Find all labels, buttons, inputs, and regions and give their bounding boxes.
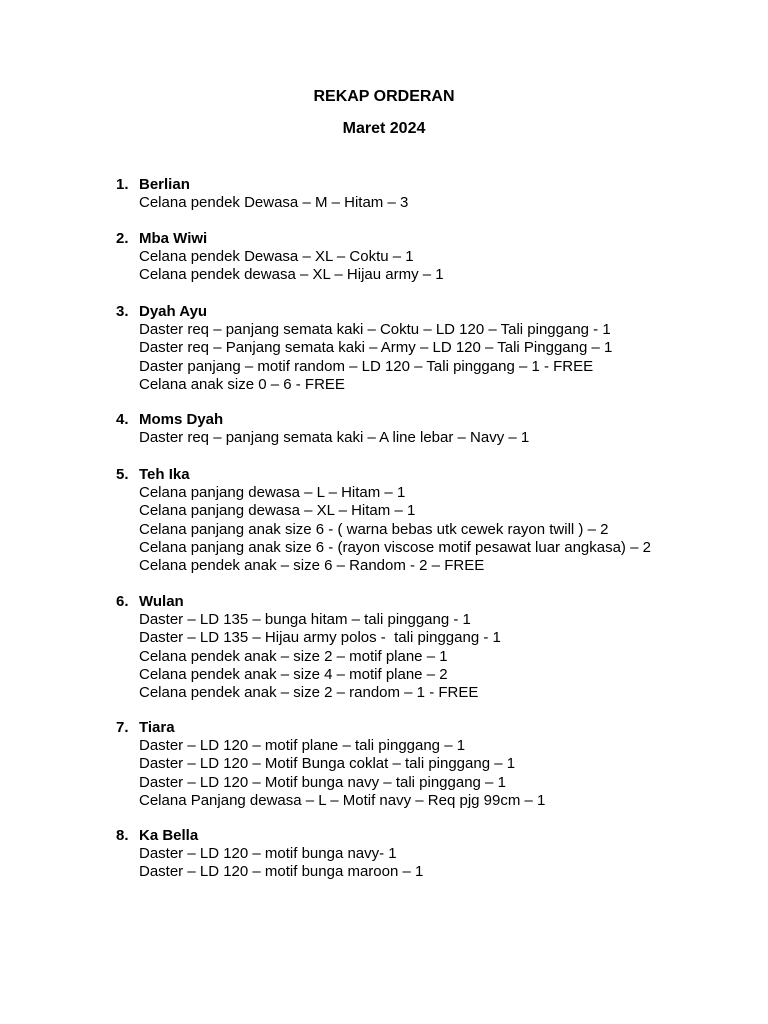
order-item: Daster – LD 120 – motif plane – tali pinggang – 1 bbox=[139, 737, 466, 755]
order-item: Daster panjang – motif random – LD 120 – Tali pinggang – 1 - FREE bbox=[139, 357, 594, 375]
order-item: Daster – LD 135 – Hijau army polos - tali pinggang - 1 bbox=[139, 629, 501, 647]
order-item: Celana pendek anak – size 2 – random – 1 - FREE bbox=[139, 684, 479, 702]
customer-name: Teh Ika bbox=[139, 466, 190, 483]
document-subtitle: Maret 2024 bbox=[342, 120, 426, 137]
order-body bbox=[139, 466, 759, 575]
customer-name: Mba Wiwi bbox=[139, 230, 208, 247]
customer-name: Berlian bbox=[139, 176, 190, 193]
order-number: 2. bbox=[116, 230, 129, 247]
order-number: 6. bbox=[116, 593, 129, 610]
order-item: Celana pendek anak – size 6 – Random - 2 – FREE bbox=[139, 557, 485, 575]
order-item: Celana pendek Dewasa – M – Hitam – 3 bbox=[139, 194, 409, 212]
order-item: Celana pendek dewasa – XL – Hijau army – 1 bbox=[139, 266, 444, 284]
order-item: Daster – LD 120 – motif bunga navy- 1 bbox=[139, 845, 397, 863]
order-body bbox=[139, 303, 759, 394]
order-item: Celana pendek Dewasa – XL – Coktu – 1 bbox=[139, 248, 414, 266]
customer-name: Dyah Ayu bbox=[139, 303, 208, 320]
order-number: 3. bbox=[116, 303, 129, 320]
order-item: Daster – LD 135 – bunga hitam – tali pinggang - 1 bbox=[139, 611, 471, 629]
order-item: Celana anak size 0 – 6 - FREE bbox=[139, 375, 345, 393]
order-item: Celana panjang anak size 6 - (rayon viscose motif pesawat luar angkasa) – 2 bbox=[139, 538, 651, 556]
order-number: 1. bbox=[116, 176, 129, 193]
order-body bbox=[139, 230, 759, 285]
order-number: 5. bbox=[116, 466, 129, 483]
order-body bbox=[139, 827, 759, 882]
order-item: Daster req – panjang semata kaki – A line lebar – Navy – 1 bbox=[139, 429, 530, 447]
order-body bbox=[139, 719, 759, 810]
order-item: Celana pendek anak – size 2 – motif plane – 1 bbox=[139, 647, 448, 665]
order-item: Daster req – panjang semata kaki – Coktu – LD 120 – Tali pinggang - 1 bbox=[139, 321, 611, 339]
order-number: 7. bbox=[116, 719, 129, 736]
order-number: 4. bbox=[116, 411, 129, 428]
order-body bbox=[139, 176, 759, 212]
customer-name: Ka Bella bbox=[139, 827, 199, 844]
order-body bbox=[139, 593, 759, 702]
order-item: Daster – LD 120 – motif bunga maroon – 1 bbox=[139, 863, 424, 881]
customer-name: Wulan bbox=[139, 593, 184, 610]
order-body bbox=[139, 411, 759, 447]
order-item: Daster – LD 120 – Motif bunga navy – tali pinggang – 1 bbox=[139, 773, 506, 791]
order-item: Daster req – Panjang semata kaki – Army – LD 120 – Tali Pinggang – 1 bbox=[139, 339, 613, 357]
order-item: Celana panjang anak size 6 - ( warna bebas utk cewek rayon twill ) – 2 bbox=[139, 520, 609, 538]
order-item: Celana pendek anak – size 4 – motif plane – 2 bbox=[139, 665, 448, 683]
order-number: 8. bbox=[116, 827, 129, 844]
order-item: Daster – LD 120 – Motif Bunga coklat – tali pinggang – 1 bbox=[139, 755, 516, 773]
order-item: Celana panjang dewasa – XL – Hitam – 1 bbox=[139, 502, 416, 520]
order-item: Celana Panjang dewasa – L – Motif navy – Req pjg 99cm – 1 bbox=[139, 791, 546, 809]
order-item: Celana panjang dewasa – L – Hitam – 1 bbox=[139, 484, 406, 502]
document-title: REKAP ORDERAN bbox=[313, 88, 455, 105]
customer-name: Tiara bbox=[139, 719, 175, 736]
customer-name: Moms Dyah bbox=[139, 411, 224, 428]
